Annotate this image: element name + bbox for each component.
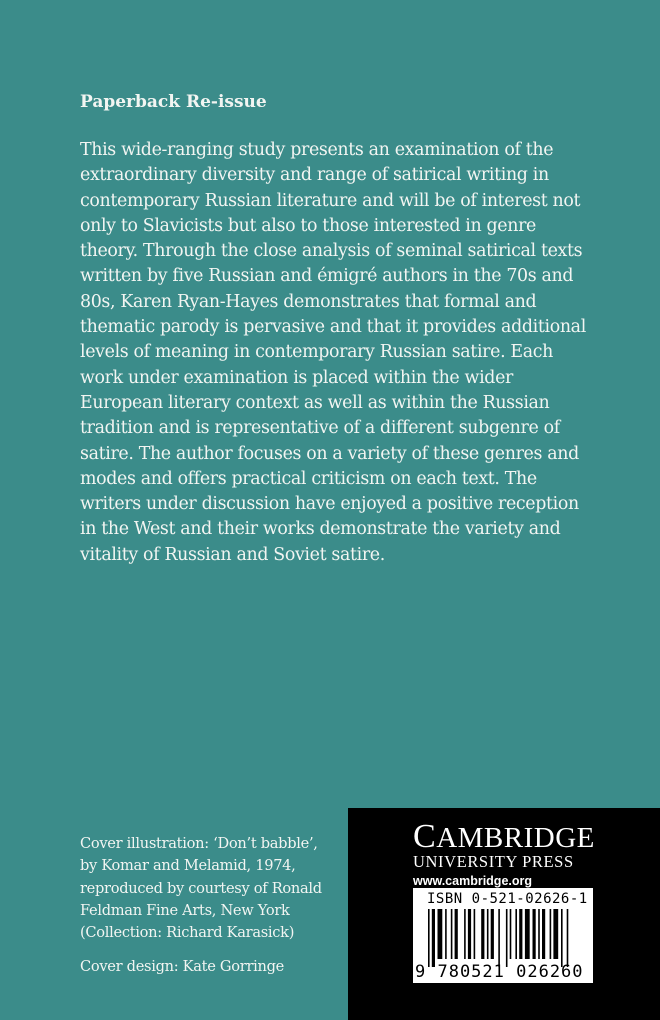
blurb-line: This wide-ranging study presents an examination of the <box>80 140 554 160</box>
cover-credits <box>80 833 322 979</box>
blurb-line: work under examination is placed within the wider <box>80 367 513 388</box>
barcode-bar <box>553 909 558 959</box>
blurb-line: contemporary Russian literature and will be of interest not <box>80 190 581 211</box>
credit-line: Cover illustration: ‘Don’t babble’, <box>80 835 318 852</box>
barcode-bar <box>550 909 552 959</box>
edition-heading: Paperback Re-issue <box>80 92 267 112</box>
publisher-logo <box>413 818 595 856</box>
blurb-line: thematic parody is pervasive and that it provides additional <box>80 317 586 338</box>
blurb-line: only to Slavicists but also to those interested in genre <box>80 215 536 236</box>
blurb-text <box>80 138 586 568</box>
blurb-line: levels of meaning in contemporary Russian satire. Each <box>80 342 554 363</box>
barcode-bar <box>498 909 500 967</box>
barcode-bars <box>428 909 588 967</box>
blurb-line: satire. The author focuses on a variety of these genres and <box>80 443 579 464</box>
barcode-bar <box>567 909 569 967</box>
credit-line: Feldman Fine Arts, New York <box>80 901 290 919</box>
blurb-line: modes and offers practical criticism on each text. The <box>80 468 537 489</box>
barcode-bar <box>538 909 540 959</box>
barcode-bar <box>525 909 530 959</box>
blurb-line: European literary context as well as within the Russian <box>80 392 550 413</box>
barcode-bar <box>561 909 563 967</box>
barcode-bar <box>451 909 453 959</box>
credit-line: by Komar and Melamid, 1974, <box>80 857 296 875</box>
blurb-line: in the West and their works demonstrate the variety and <box>80 519 561 540</box>
blurb-line: theory. Through the close analysis of seminal satirical texts <box>80 241 583 262</box>
isbn-text: ISBN 0-521-02626-1 <box>427 891 588 907</box>
blurb-line: written by five Russian and émigré authors in the 70s and <box>80 266 574 287</box>
barcode-bar <box>510 909 512 959</box>
blurb-line: tradition and is representative of a different subgenre of <box>80 418 560 439</box>
blurb-line: writers under discussion have enjoyed a positive reception <box>80 494 579 515</box>
blurb-line: 80s, Karen Ryan-Hayes demonstrates that formal and <box>80 291 537 312</box>
logo-initial: C <box>413 818 437 855</box>
barcode <box>413 888 593 1002</box>
barcode-bar <box>487 909 489 959</box>
blurb-line: vitality of Russian and Soviet satire. <box>80 544 385 565</box>
illustration-credit <box>80 833 322 944</box>
blurb-line: extraordinary diversity and range of satirical writing in <box>80 165 549 186</box>
credit-line: reproduced by courtesy of Ronald <box>80 879 322 897</box>
barcode-bar <box>468 909 471 959</box>
barcode-bar <box>464 909 466 959</box>
barcode-bar <box>455 909 458 959</box>
barcode-bar <box>438 909 443 959</box>
publisher-box <box>348 808 660 1020</box>
barcode-bar <box>481 909 484 959</box>
ean-text: 9 780521 026260 > <box>415 962 584 1002</box>
barcode-bar <box>432 909 435 967</box>
barcode-bar <box>474 909 476 959</box>
barcode-bar <box>533 909 536 959</box>
logo-name: AMBRIDGE <box>436 822 595 854</box>
design-credit: Cover design: Kate Gorringe <box>80 958 284 976</box>
barcode-bar <box>515 909 517 959</box>
barcode-bar <box>542 909 545 959</box>
publisher-subtitle: UNIVERSITY PRESS <box>413 852 574 871</box>
barcode-bar <box>491 909 494 959</box>
credit-line: (Collection: Richard Karasick) <box>80 924 295 942</box>
publisher-url: www.cambridge.org <box>413 874 533 888</box>
barcode-bar <box>519 909 522 959</box>
barcode-bar <box>506 909 508 967</box>
barcode-bar <box>428 909 430 967</box>
barcode-bar <box>445 909 447 959</box>
